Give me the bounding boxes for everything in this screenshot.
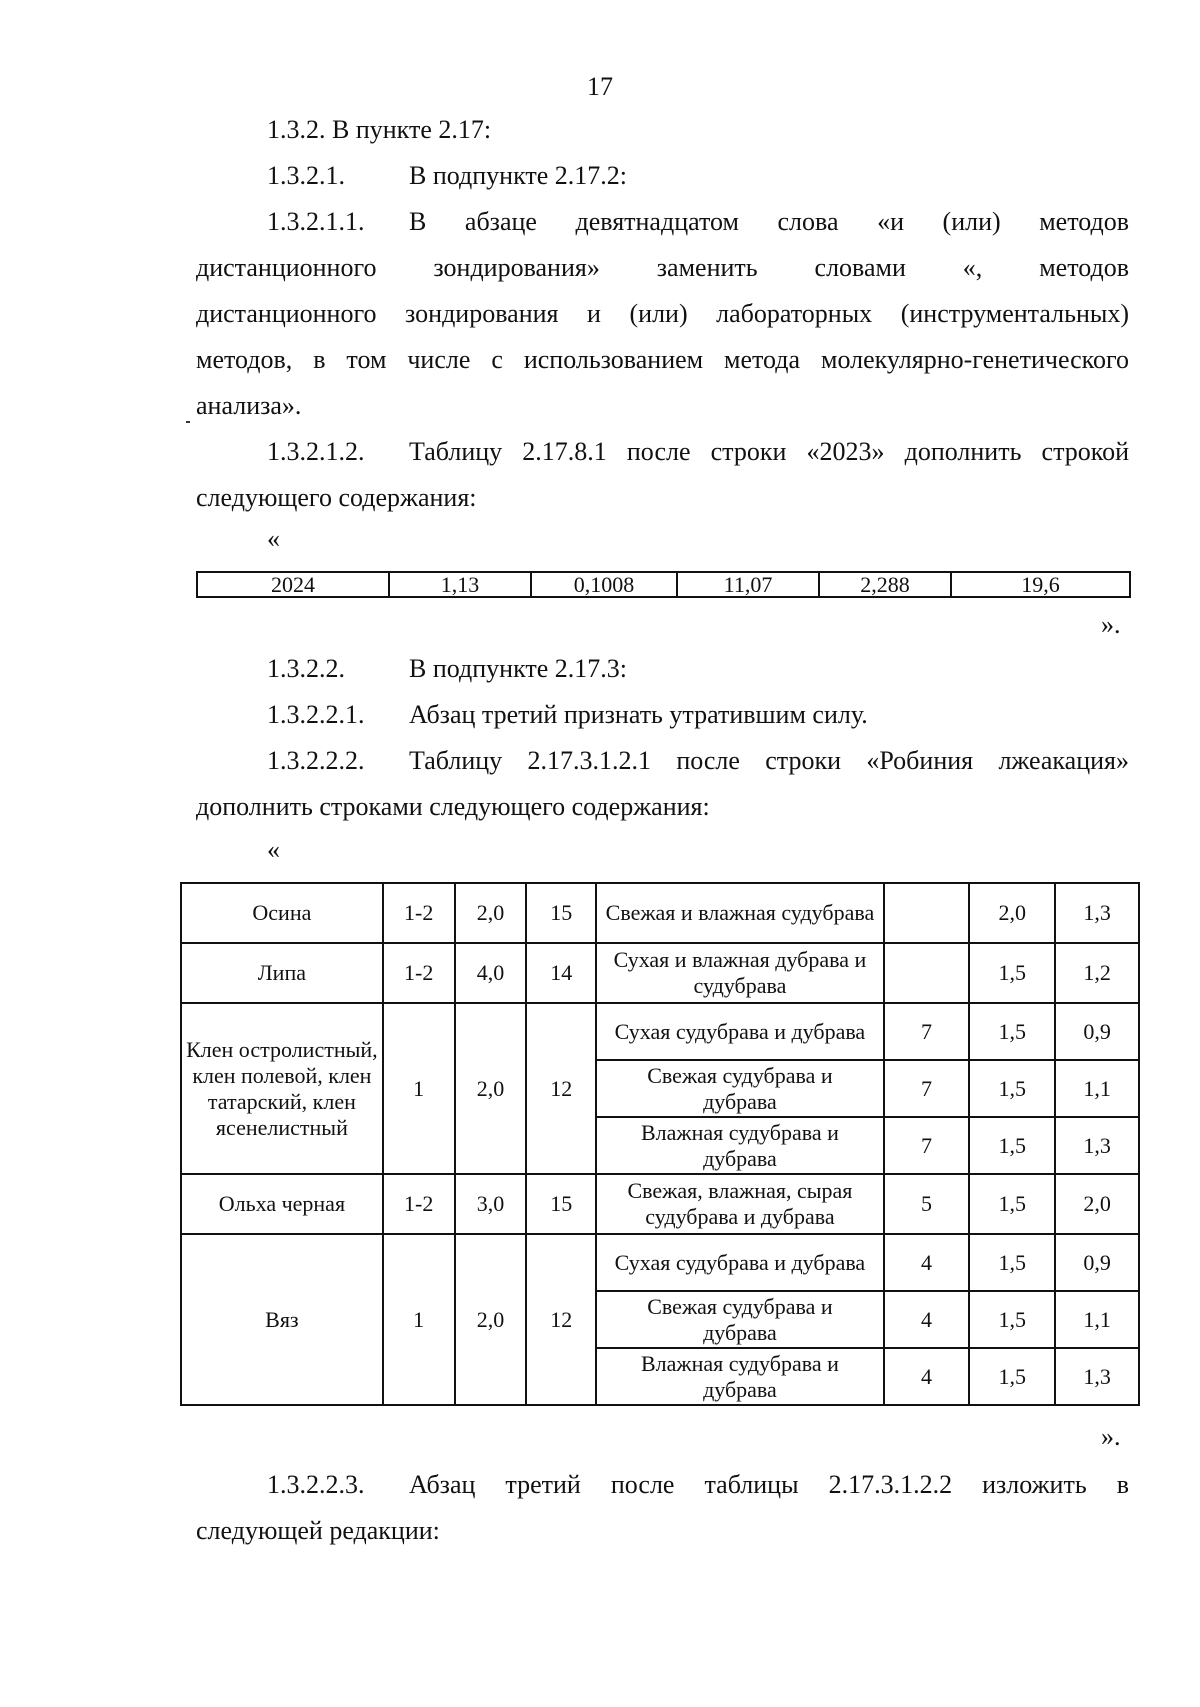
item-number: 1.3.2.1.2. <box>267 437 365 466</box>
table-cell: 2,0 <box>969 883 1055 943</box>
table-cell: 1,5 <box>969 1117 1055 1174</box>
close-quote: ». <box>1101 1422 1121 1451</box>
paragraph-1-3-2-2-1 <box>267 692 868 738</box>
forest-type: Сухая судубрава и дубрава <box>596 1003 884 1060</box>
species-table <box>180 882 1140 1406</box>
item-number: 1.3.2.1.1. <box>267 207 365 236</box>
table-cell: 12 <box>526 1234 596 1405</box>
paragraph-1-3-2-2-2-line1 <box>267 738 1129 784</box>
species-name: Вяз <box>181 1234 383 1405</box>
item-text: Таблицу 2.17.8.1 после строки «2023» дополнить строкой <box>409 437 1129 466</box>
table-cell: 15 <box>526 883 596 943</box>
table-cell: 4 <box>884 1291 970 1348</box>
item-text: Абзац третий признать утратившим силу. <box>409 700 868 729</box>
table-cell: 15 <box>526 1174 596 1234</box>
paragraph-line: дистанционного зондирования» заменить словами «, методов <box>196 253 1129 282</box>
species-name: Липа <box>181 943 383 1003</box>
table-cell: 1,5 <box>969 1291 1055 1348</box>
item-number: 1.3.2.2. <box>267 654 345 683</box>
table-cell: 1,3 <box>1055 1348 1139 1405</box>
table-cell: 1,2 <box>1055 943 1139 1003</box>
paragraph-1-3-2: 1.3.2. В пункте 2.17: <box>267 115 492 144</box>
table-cell: 1,5 <box>969 1174 1055 1234</box>
table-cell: 1-2 <box>383 943 455 1003</box>
close-quote: ». <box>1101 610 1121 639</box>
species-name: Клен остролистный, клен полевой, клен татарский, клен ясенелистный <box>181 1003 383 1174</box>
table-cell: 1,1 <box>1055 1291 1139 1348</box>
table-cell: 7 <box>884 1003 970 1060</box>
paragraph-line: анализа». <box>196 391 302 420</box>
table-cell: 19,6 <box>951 572 1130 597</box>
item-number: 1.3.2.2.3. <box>267 1470 365 1499</box>
item-number: 1.3.2.2.1. <box>267 700 365 729</box>
table-cell: 12 <box>526 1003 596 1174</box>
table-cell: 1,1 <box>1055 1060 1139 1117</box>
item-text: В подпункте 2.17.3: <box>409 654 627 683</box>
table-cell: 1,3 <box>1055 883 1139 943</box>
paragraph-1-3-2-2 <box>267 646 627 692</box>
table-cell: 2,0 <box>455 883 527 943</box>
open-quote: « <box>267 524 280 553</box>
paragraph-1-3-2-1 <box>267 153 627 199</box>
paragraph-line: дистанционного зондирования и (или) лабораторных (инструментальных) <box>196 299 1129 328</box>
open-quote: « <box>267 835 280 864</box>
table-cell: 14 <box>526 943 596 1003</box>
table-cell: 1,5 <box>969 1003 1055 1060</box>
item-text: Абзац третий после таблицы 2.17.3.1.2.2 изложить в <box>409 1470 1129 1499</box>
table-cell: 1,13 <box>389 572 531 597</box>
paragraph-line: следующей редакции: <box>196 1516 440 1545</box>
paragraph-line: методов, в том числе с использованием метода молекулярно-генетического <box>196 345 1129 374</box>
table-cell: 4 <box>884 1234 970 1291</box>
forest-type: Свежая, влажная, сырая судубрава и дубрава <box>596 1174 884 1234</box>
inserted-row-table <box>196 571 1131 598</box>
table-cell: 4,0 <box>455 943 527 1003</box>
table-row <box>181 1234 1139 1291</box>
table-cell: 1,5 <box>969 1348 1055 1405</box>
item-text: В абзаце девятнадцатом слова «и (или) методов <box>409 207 1129 236</box>
table-cell: 2,0 <box>455 1234 527 1405</box>
table-row <box>181 1003 1139 1060</box>
table-cell: 2,288 <box>819 572 951 597</box>
table-cell: 1 <box>383 1234 455 1405</box>
species-name: Ольха черная <box>181 1174 383 1234</box>
table-cell <box>884 883 970 943</box>
forest-type: Сухая и влажная дубрава и судубрава <box>596 943 884 1003</box>
table-cell: 1,3 <box>1055 1117 1139 1174</box>
item-number: 1.3.2.1. <box>267 161 345 190</box>
table-cell: 1-2 <box>383 1174 455 1234</box>
paragraph-line: следующего содержания: <box>196 483 477 512</box>
item-number: 1.3.2.2.2. <box>267 746 365 775</box>
table-row <box>181 883 1139 943</box>
table-cell: 0,9 <box>1055 1003 1139 1060</box>
forest-type: Влажная судубрава и дубрава <box>596 1117 884 1174</box>
table-cell: 1,5 <box>969 943 1055 1003</box>
table-cell: 0,9 <box>1055 1234 1139 1291</box>
scan-mark <box>186 421 190 423</box>
forest-type: Свежая судубрава и дубрава <box>596 1291 884 1348</box>
forest-type: Свежая судубрава и дубрава <box>596 1060 884 1117</box>
table-cell: 1 <box>383 1003 455 1174</box>
table-row <box>181 943 1139 1003</box>
table-cell: 5 <box>884 1174 970 1234</box>
paragraph-1-3-2-2-3-line1 <box>267 1462 1129 1508</box>
table-cell: 7 <box>884 1060 970 1117</box>
forest-type: Влажная судубрава и дубрава <box>596 1348 884 1405</box>
table-cell: 3,0 <box>455 1174 527 1234</box>
item-text: В подпункте 2.17.2: <box>409 161 627 190</box>
table-cell: 1,5 <box>969 1060 1055 1117</box>
paragraph-1-3-2-1-1-line1 <box>267 199 1129 245</box>
forest-type: Сухая судубрава и дубрава <box>596 1234 884 1291</box>
paragraph-line: дополнить строками следующего содержания: <box>196 792 710 821</box>
table-cell: 1,5 <box>969 1234 1055 1291</box>
species-name: Осина <box>181 883 383 943</box>
table-cell: 2024 <box>197 572 389 597</box>
table-cell: 2,0 <box>1055 1174 1139 1234</box>
forest-type: Свежая и влажная судубрава <box>596 883 884 943</box>
table-cell: 0,1008 <box>531 572 677 597</box>
table-cell: 4 <box>884 1348 970 1405</box>
table-row <box>197 572 1130 597</box>
item-text: Таблицу 2.17.3.1.2.1 после строки «Робиния лжеакация» <box>409 746 1129 775</box>
paragraph-1-3-2-1-2-line1 <box>267 429 1129 475</box>
table-cell: 1-2 <box>383 883 455 943</box>
table-cell: 11,07 <box>677 572 819 597</box>
page-number: 17 <box>587 72 613 101</box>
table-cell: 2,0 <box>455 1003 527 1174</box>
table-row <box>181 1174 1139 1234</box>
table-cell <box>884 943 970 1003</box>
table-cell: 7 <box>884 1117 970 1174</box>
